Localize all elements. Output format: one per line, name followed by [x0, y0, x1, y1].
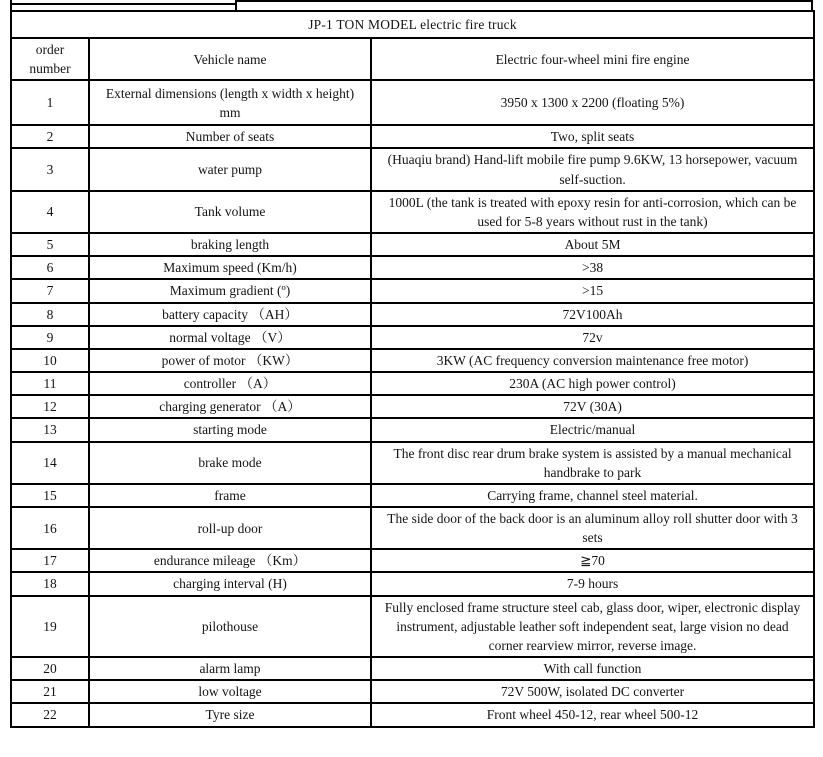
table-row: [11, 680, 814, 703]
spec-value-cell: 72V (30A): [371, 395, 814, 418]
table-row: [11, 125, 814, 148]
order-number-cell: 5: [11, 233, 89, 256]
spec-value-cell: With call function: [371, 657, 814, 680]
table-row: [11, 372, 814, 395]
table-row: [11, 484, 814, 507]
spec-name-cell: Maximum gradient (º): [89, 279, 371, 302]
table-row: [11, 326, 814, 349]
spec-value-cell: 72V100Ah: [371, 303, 814, 326]
spec-name-cell: Tank volume: [89, 191, 371, 233]
title-row: [11, 11, 814, 38]
order-number-cell: 6: [11, 256, 89, 279]
table-row: [11, 256, 814, 279]
spec-value-cell: (Huaqiu brand) Hand-lift mobile fire pump 9.6KW, 13 horsepower, vacuum self-suction.: [371, 148, 814, 190]
table-row: [11, 395, 814, 418]
spec-name-cell: charging interval (H): [89, 572, 371, 595]
spec-name-cell: braking length: [89, 233, 371, 256]
table-row: [11, 303, 814, 326]
spec-value-cell: About 5M: [371, 233, 814, 256]
spec-name-cell: charging generator （A）: [89, 395, 371, 418]
order-number-cell: 15: [11, 484, 89, 507]
table-row: [11, 596, 814, 657]
table-row: [11, 418, 814, 441]
spec-value-cell: Front wheel 450-12, rear wheel 500-12: [371, 703, 814, 726]
spec-name-cell: water pump: [89, 148, 371, 190]
spec-name-cell: normal voltage （V）: [89, 326, 371, 349]
order-number-cell: 3: [11, 148, 89, 190]
order-number-cell: 10: [11, 349, 89, 372]
header-row: [11, 38, 814, 80]
spec-name-cell: Tyre size: [89, 703, 371, 726]
spec-table: [10, 10, 815, 728]
order-number-cell: 22: [11, 703, 89, 726]
spec-name-cell: Maximum speed (Km/h): [89, 256, 371, 279]
spec-name-cell: Number of seats: [89, 125, 371, 148]
table-row: [11, 703, 814, 726]
spec-value-cell: Carrying frame, channel steel material.: [371, 484, 814, 507]
spec-value-cell: >38: [371, 256, 814, 279]
spec-value-cell: 72V 500W, isolated DC converter: [371, 680, 814, 703]
order-number-cell: 19: [11, 596, 89, 657]
table-row: [11, 442, 814, 484]
order-number-cell: 1: [11, 80, 89, 125]
table-row: [11, 148, 814, 190]
remnant-bottom-rule-right: [235, 0, 813, 2]
spec-name-cell: brake mode: [89, 442, 371, 484]
order-number-cell: 9: [11, 326, 89, 349]
remnant-bottom-rule-left: [10, 3, 237, 5]
spec-name-cell: roll-up door: [89, 507, 371, 549]
spec-value-cell: 230A (AC high power control): [371, 372, 814, 395]
table-row: [11, 507, 814, 549]
table-row: [11, 572, 814, 595]
order-number-cell: 17: [11, 549, 89, 572]
spec-name-cell: External dimensions (length x width x height) mm: [89, 80, 371, 125]
page-title: JP-1 TON MODEL electric fire truck: [11, 11, 814, 38]
header-vehicle-value: Electric four-wheel mini fire engine: [371, 38, 814, 80]
table-row: [11, 279, 814, 302]
order-number-cell: 4: [11, 191, 89, 233]
spec-value-cell: The front disc rear drum brake system is assisted by a manual mechanical handbrake to park: [371, 442, 814, 484]
table-row: [11, 349, 814, 372]
spec-name-cell: controller （A）: [89, 372, 371, 395]
order-number-cell: 2: [11, 125, 89, 148]
spec-value-cell: ≧70: [371, 549, 814, 572]
spec-name-cell: alarm lamp: [89, 657, 371, 680]
spec-value-cell: >15: [371, 279, 814, 302]
order-number-cell: 8: [11, 303, 89, 326]
order-number-cell: 11: [11, 372, 89, 395]
order-number-cell: 21: [11, 680, 89, 703]
spec-value-cell: Two, split seats: [371, 125, 814, 148]
table-row: [11, 549, 814, 572]
spec-value-cell: 3950 x 1300 x 2200 (floating 5%): [371, 80, 814, 125]
spec-value-cell: Fully enclosed frame structure steel cab, glass door, wiper, electronic display instrument, adjustable leather soft independent seat, large vision no dead corner rearview mirror, reverse image.: [371, 596, 814, 657]
spec-name-cell: battery capacity （AH）: [89, 303, 371, 326]
spec-name-cell: starting mode: [89, 418, 371, 441]
spec-name-cell: frame: [89, 484, 371, 507]
table-row: [11, 80, 814, 125]
spec-value-cell: 3KW (AC frequency conversion maintenance free motor): [371, 349, 814, 372]
order-number-cell: 12: [11, 395, 89, 418]
spec-value-cell: The side door of the back door is an aluminum alloy roll shutter door with 3 sets: [371, 507, 814, 549]
order-number-cell: 20: [11, 657, 89, 680]
order-number-cell: 13: [11, 418, 89, 441]
spec-value-cell: 72v: [371, 326, 814, 349]
spec-name-cell: low voltage: [89, 680, 371, 703]
order-number-cell: 14: [11, 442, 89, 484]
spec-name-cell: endurance mileage （Km）: [89, 549, 371, 572]
table-row: [11, 657, 814, 680]
table-row: [11, 233, 814, 256]
header-vehicle-name: Vehicle name: [89, 38, 371, 80]
spec-name-cell: power of motor （KW）: [89, 349, 371, 372]
order-number-cell: 18: [11, 572, 89, 595]
spec-value-cell: Electric/manual: [371, 418, 814, 441]
order-number-cell: 7: [11, 279, 89, 302]
header-order-number: order number: [11, 38, 89, 80]
spec-name-cell: pilothouse: [89, 596, 371, 657]
order-number-cell: 16: [11, 507, 89, 549]
spec-value-cell: 7-9 hours: [371, 572, 814, 595]
spec-value-cell: 1000L (the tank is treated with epoxy resin for anti-corrosion, which can be used for 5-8 years without rust in the tank): [371, 191, 814, 233]
table-row: [11, 191, 814, 233]
